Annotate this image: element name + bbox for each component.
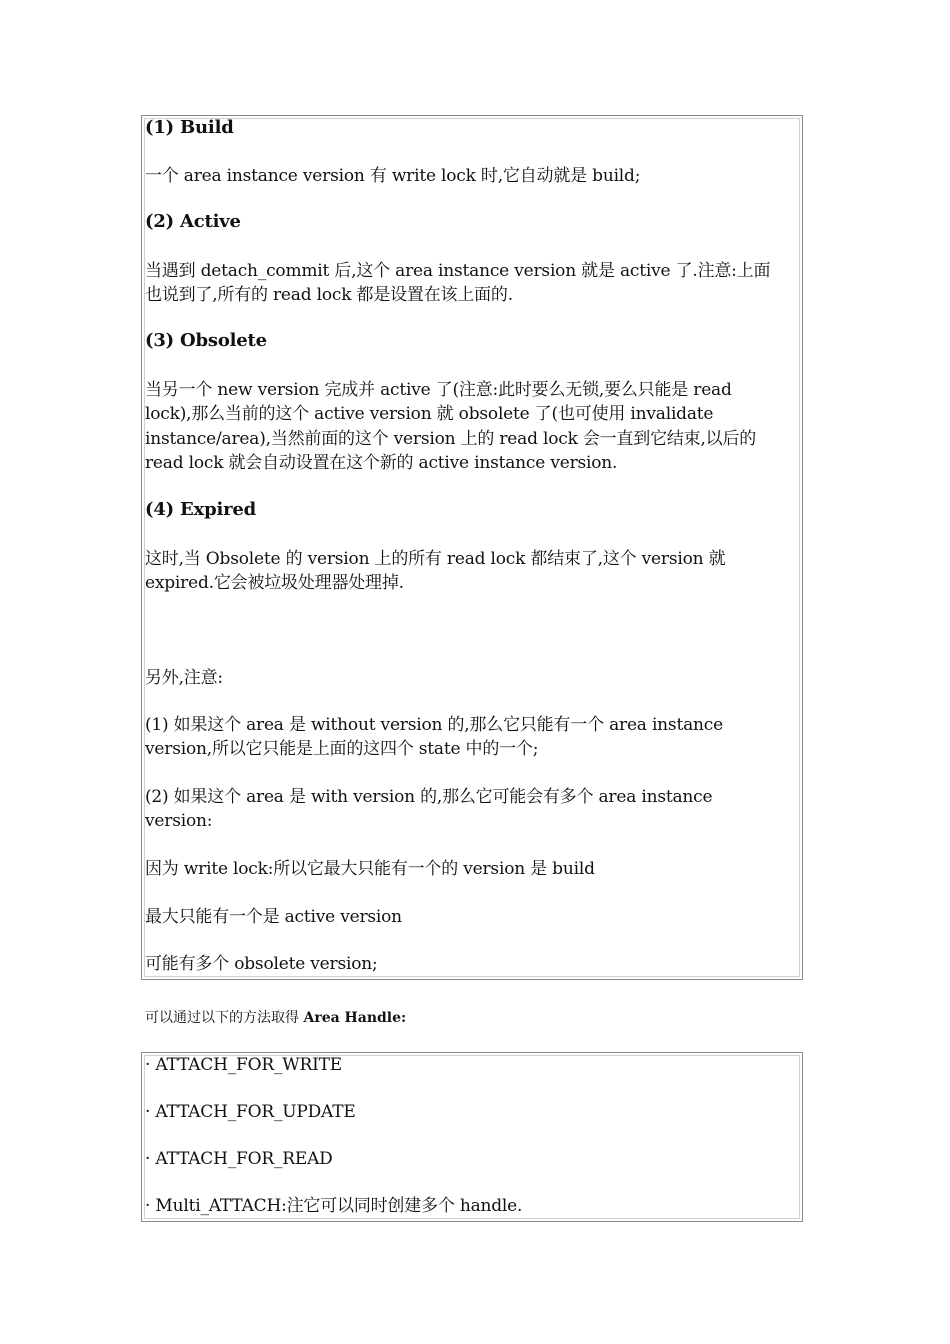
note-item-1-line-2: version,所以它只能是上面的这四个 state 中的一个; bbox=[145, 739, 539, 759]
attach-item-write: · ATTACH_FOR_WRITE bbox=[145, 1055, 342, 1075]
attach-item-read: · ATTACH_FOR_READ bbox=[145, 1149, 333, 1169]
paragraph-active-line-1: 当遇到 detach_commit 后,这个 area instance version 就是 active 了.注意:上面 bbox=[145, 261, 771, 281]
paragraph-obsolete-line-2: lock),那么当前的这个 active version 就 obsolete 了(也可使用 invalidate bbox=[145, 404, 714, 424]
attach-methods-box bbox=[141, 1052, 803, 1222]
note-item-2-line-2: version: bbox=[145, 811, 213, 831]
paragraph-expired-line-2: expired.它会被垃圾处理器处理掉. bbox=[145, 573, 404, 593]
heading-obsolete: (3) Obsolete bbox=[145, 330, 267, 351]
note-detail-obsolete: 可能有多个 obsolete version; bbox=[145, 954, 378, 974]
caption-bold: Area Handle: bbox=[303, 1010, 407, 1026]
heading-active: (2) Active bbox=[145, 211, 241, 232]
heading-expired: (4) Expired bbox=[145, 499, 257, 520]
paragraph-obsolete-line-1: 当另一个 new version 完成并 active 了(注意:此时要么无锁,要么只能是 read bbox=[145, 380, 732, 400]
caption-prefix: 可以通过以下的方法取得 bbox=[145, 1010, 304, 1026]
note-item-2-line-1: (2) 如果这个 area 是 with version 的,那么它可能会有多个 area instance bbox=[145, 787, 713, 807]
heading-build: (1) Build bbox=[145, 117, 234, 138]
paragraph-expired-line-1: 这时,当 Obsolete 的 version 上的所有 read lock 都结束了,这个 version 就 bbox=[145, 549, 726, 569]
paragraph-active-line-2: 也说到了,所有的 read lock 都是设置在该上面的. bbox=[145, 285, 513, 305]
paragraph-obsolete-line-4: read lock 就会自动设置在这个新的 active instance version. bbox=[145, 453, 618, 473]
note-item-1-line-1: (1) 如果这个 area 是 without version 的,那么它只能有一个 area instance bbox=[145, 715, 723, 735]
note-heading: 另外,注意: bbox=[145, 668, 223, 688]
area-handle-caption bbox=[145, 1008, 406, 1028]
note-detail-build: 因为 write lock:所以它最大只能有一个的 version 是 build bbox=[145, 859, 595, 879]
attach-item-update: · ATTACH_FOR_UPDATE bbox=[145, 1102, 356, 1122]
note-detail-active: 最大只能有一个是 active version bbox=[145, 907, 402, 927]
paragraph-obsolete-line-3: instance/area),当然前面的这个 version 上的 read lock 会一直到它结束,以后的 bbox=[145, 429, 757, 449]
paragraph-build: 一个 area instance version 有 write lock 时,它自动就是 build; bbox=[145, 166, 641, 186]
state-description-box bbox=[141, 115, 803, 980]
attach-item-multi: · Multi_ATTACH:注它可以同时创建多个 handle. bbox=[145, 1196, 523, 1216]
